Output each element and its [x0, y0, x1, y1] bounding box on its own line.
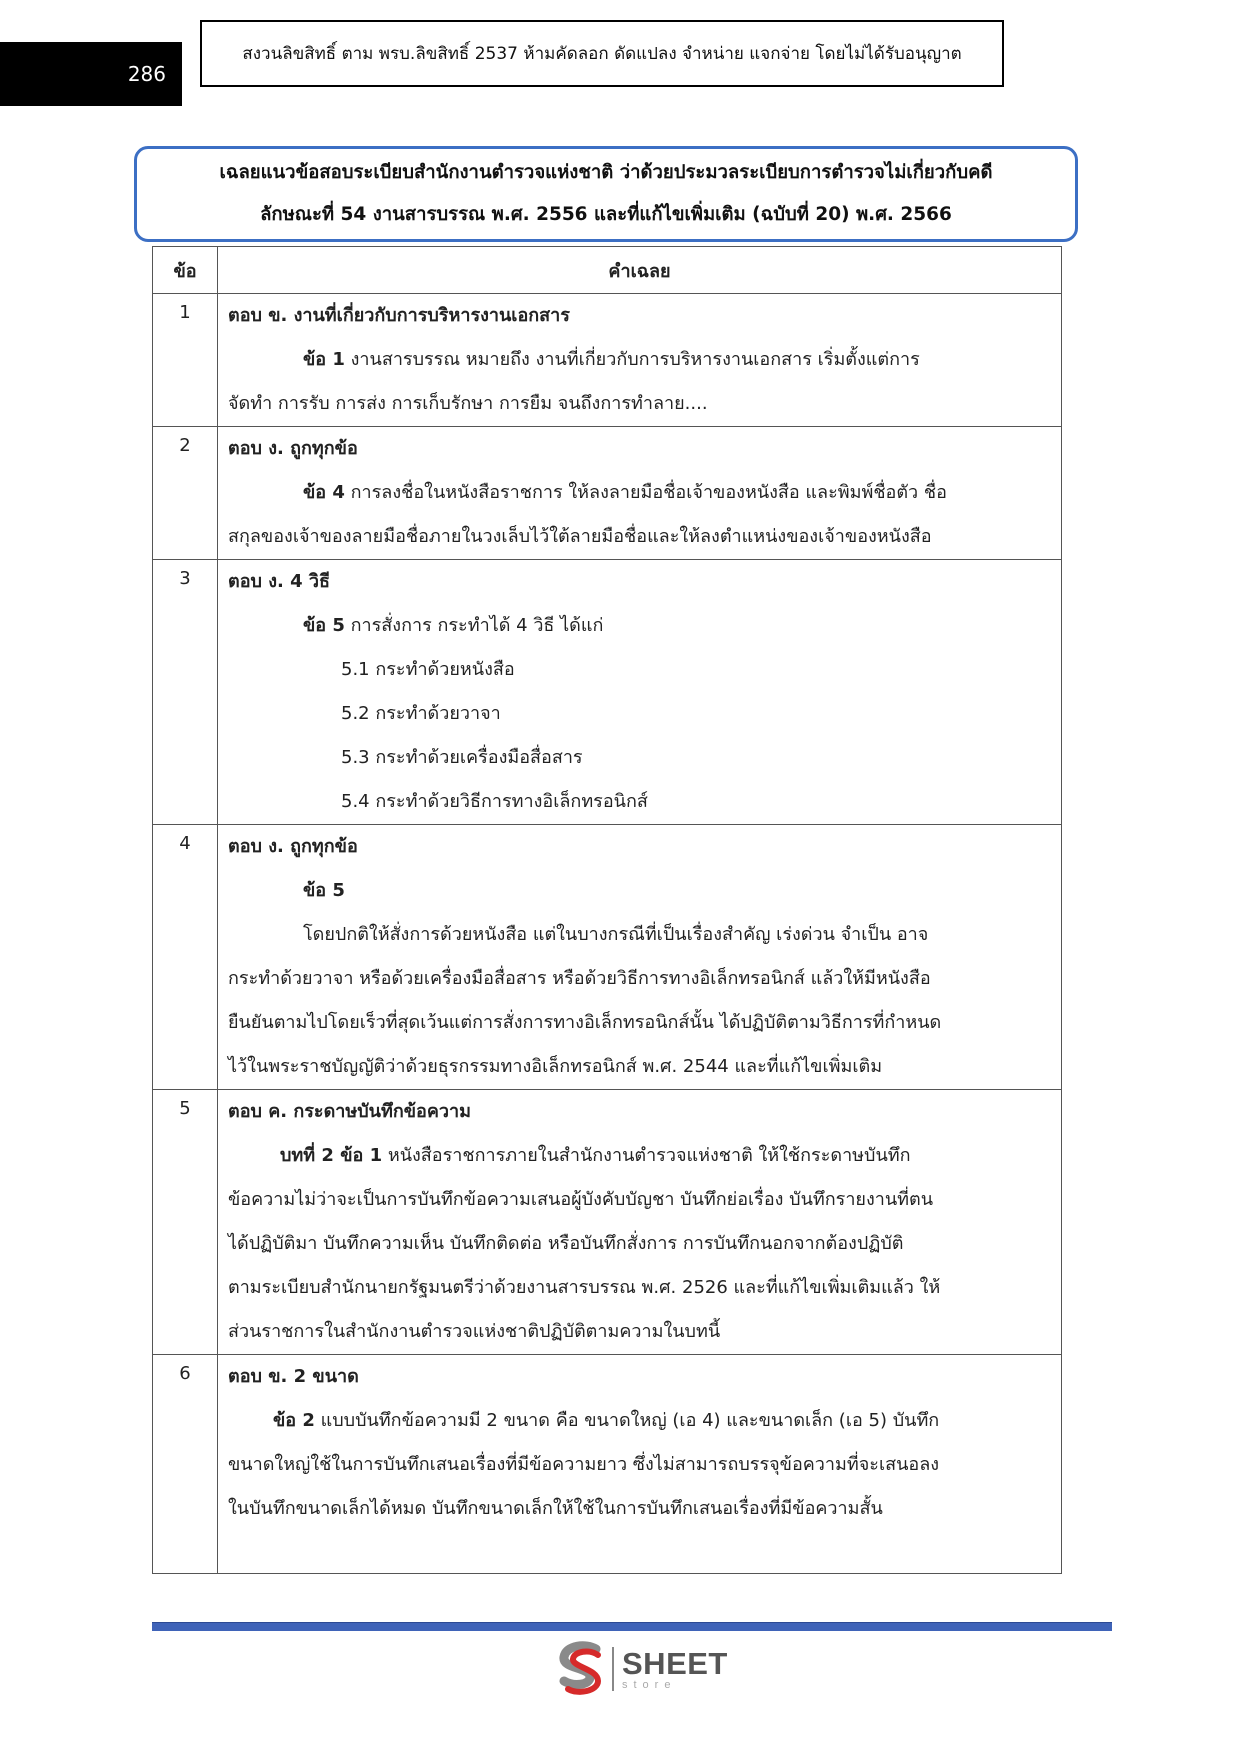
- column-header-answer: คำเฉลย: [218, 247, 1062, 294]
- logo-subtext: store: [622, 1678, 677, 1691]
- answer-cell: [218, 1090, 1062, 1355]
- list-item: 5.4 กระทำด้วยวิธีการทางอิเล็กทรอนิกส์: [341, 791, 648, 812]
- reference-label: ข้อ 5: [303, 880, 345, 901]
- table-row: [153, 294, 1062, 427]
- explanation-text: การลงชื่อในหนังสือราชการ ให้ลงลายมือชื่อเจ้าของหนังสือ และพิมพ์ชื่อตัว ชื่อ: [344, 482, 947, 503]
- logo-wordmark: SHEET: [622, 1645, 728, 1681]
- row-number: 6: [153, 1355, 218, 1574]
- explanation-text: แบบบันทึกข้อความมี 2 ขนาด คือ ขนาดใหญ่ (เอ 4) และขนาดเล็ก (เอ 5) บันทึก: [314, 1410, 940, 1431]
- explanation-line: ในบันทึกขนาดเล็กได้หมด บันทึกขนาดเล็กให้ใช้ในการบันทึกเสนอเรื่องที่มีข้อความสั้น: [228, 1498, 883, 1519]
- explanation-line: โดยปกติให้สั่งการด้วยหนังสือ แต่ในบางกรณีที่เป็นเรื่องสำคัญ เร่งด่วน จำเป็น อาจ: [303, 924, 929, 945]
- title-line-2: ลักษณะที่ 54 งานสารบรรณ พ.ศ. 2556 และที่แก้ไขเพิ่มเติม (ฉบับที่ 20) พ.ศ. 2566: [260, 204, 952, 225]
- explanation-line: ยืนยันตามไปโดยเร็วที่สุดเว้นแต่การสั่งการทางอิเล็กทรอนิกส์นั้น ได้ปฏิบัติตามวิธีการที่กำหนด: [228, 1012, 942, 1033]
- page-number: 286: [127, 62, 166, 86]
- row-number: 2: [153, 427, 218, 560]
- explanation-line: ขนาดใหญ่ใช้ในการบันทึกเสนอเรื่องที่มีข้อความยาว ซึ่งไม่สามารถบรรจุข้อความที่จะเสนอลง: [228, 1454, 940, 1475]
- explanation-line: กระทำด้วยวาจา หรือด้วยเครื่องมือสื่อสาร หรือด้วยวิธีการทางอิเล็กทรอนิกส์ แล้วให้มีหนังสือ: [228, 968, 931, 989]
- logo-text: [622, 1645, 728, 1691]
- answer-table: [152, 246, 1062, 1574]
- answer-choice: ตอบ ง. ถูกทุกข้อ: [228, 836, 358, 857]
- column-header-no: ข้อ: [153, 247, 218, 294]
- explanation-line: [228, 471, 1051, 515]
- answer-choice: ตอบ ข. 2 ขนาด: [228, 1366, 359, 1387]
- explanation-line: ได้ปฏิบัติมา บันทึกความเห็น บันทึกติดต่อ หรือบันทึกสั่งการ การบันทึกนอกจากต้องปฏิบัติ: [228, 1233, 904, 1254]
- answer-choice: ตอบ ง. 4 วิธี: [228, 571, 330, 592]
- answer-cell: [218, 825, 1062, 1090]
- explanation-line: [228, 338, 1051, 382]
- explanation-text: หนังสือราชการภายในสำนักงานตำรวจแห่งชาติ ให้ใช้กระดาษบันทึก: [382, 1145, 911, 1166]
- answer-cell: [218, 294, 1062, 427]
- list-item: 5.1 กระทำด้วยหนังสือ: [341, 659, 515, 680]
- sheet-store-logo: [556, 1640, 728, 1698]
- explanation-line: ข้อความไม่ว่าจะเป็นการบันทึกข้อความเสนอผู้บังคับบัญชา บันทึกย่อเรื่อง บันทึกรายงานที่ตน: [228, 1189, 934, 1210]
- explanation-text: การสั่งการ กระทำได้ 4 วิธี ได้แก่: [344, 615, 604, 636]
- sheet-store-s-logo-icon: [556, 1641, 606, 1697]
- answer-choice: ตอบ ง. ถูกทุกข้อ: [228, 438, 358, 459]
- reference-label: ข้อ 1: [303, 349, 345, 370]
- table-row: [153, 825, 1062, 1090]
- table-row: [153, 560, 1062, 825]
- table-row: [153, 1355, 1062, 1574]
- list-item: 5.2 กระทำด้วยวาจา: [341, 703, 501, 724]
- explanation-line: จัดทำ การรับ การส่ง การเก็บรักษา การยืม จนถึงการทำลาย....: [228, 393, 708, 414]
- table-row: [153, 1090, 1062, 1355]
- row-number: 4: [153, 825, 218, 1090]
- explanation-line: [228, 1134, 1051, 1178]
- logo-divider: [612, 1647, 614, 1691]
- page-title: [134, 146, 1078, 242]
- answer-cell: [218, 427, 1062, 560]
- explanation-line: สกุลของเจ้าของลายมือชื่อภายในวงเล็บไว้ใต้ลายมือชื่อและให้ลงตำแหน่งของเจ้าของหนังสือ: [228, 526, 932, 547]
- explanation-line: ตามระเบียบสำนักนายกรัฐมนตรีว่าด้วยงานสารบรรณ พ.ศ. 2526 และที่แก้ไขเพิ่มเติมแล้ว ให้: [228, 1277, 941, 1298]
- explanation-line: [228, 1399, 1051, 1443]
- explanation-line: ส่วนราชการในสำนักงานตำรวจแห่งชาติปฏิบัติตามความในบทนี้: [228, 1321, 721, 1342]
- footer-divider-bar: [152, 1622, 1112, 1631]
- explanation-line: [228, 604, 1051, 648]
- title-line-1: เฉลยแนวข้อสอบระเบียบสำนักงานตำรวจแห่งชาติ ว่าด้วยประมวลระเบียบการตำรวจไม่เกี่ยวกับคดี: [219, 162, 993, 183]
- copyright-notice: [200, 20, 1004, 87]
- answer-choice: ตอบ ค. กระดาษบันทึกข้อความ: [228, 1101, 471, 1122]
- reference-label: บทที่ 2 ข้อ 1: [280, 1145, 383, 1166]
- explanation-line: ไว้ในพระราชบัญญัติว่าด้วยธุรกรรมทางอิเล็กทรอนิกส์ พ.ศ. 2544 และที่แก้ไขเพิ่มเติม: [228, 1056, 883, 1077]
- row-number: 1: [153, 294, 218, 427]
- page-number-block: [0, 42, 182, 106]
- row-number: 3: [153, 560, 218, 825]
- explanation-text: งานสารบรรณ หมายถึง งานที่เกี่ยวกับการบริหารงานเอกสาร เริ่มตั้งแต่การ: [344, 349, 920, 370]
- row-number: 5: [153, 1090, 218, 1355]
- reference-label: ข้อ 2: [273, 1410, 315, 1431]
- reference-label: ข้อ 5: [303, 615, 345, 636]
- reference-label: ข้อ 4: [303, 482, 345, 503]
- copyright-text: สงวนลิขสิทธิ์ ตาม พรบ.ลิขสิทธิ์ 2537 ห้ามคัดลอก ดัดแปลง จำหน่าย แจกจ่าย โดยไม่ได้รับอนุญาต: [242, 44, 962, 64]
- list-item: 5.3 กระทำด้วยเครื่องมือสื่อสาร: [341, 747, 583, 768]
- table-header-row: [153, 247, 1062, 294]
- answer-cell: [218, 1355, 1062, 1574]
- answer-cell: [218, 560, 1062, 825]
- answer-choice: ตอบ ข. งานที่เกี่ยวกับการบริหารงานเอกสาร: [228, 305, 570, 326]
- table-row: [153, 427, 1062, 560]
